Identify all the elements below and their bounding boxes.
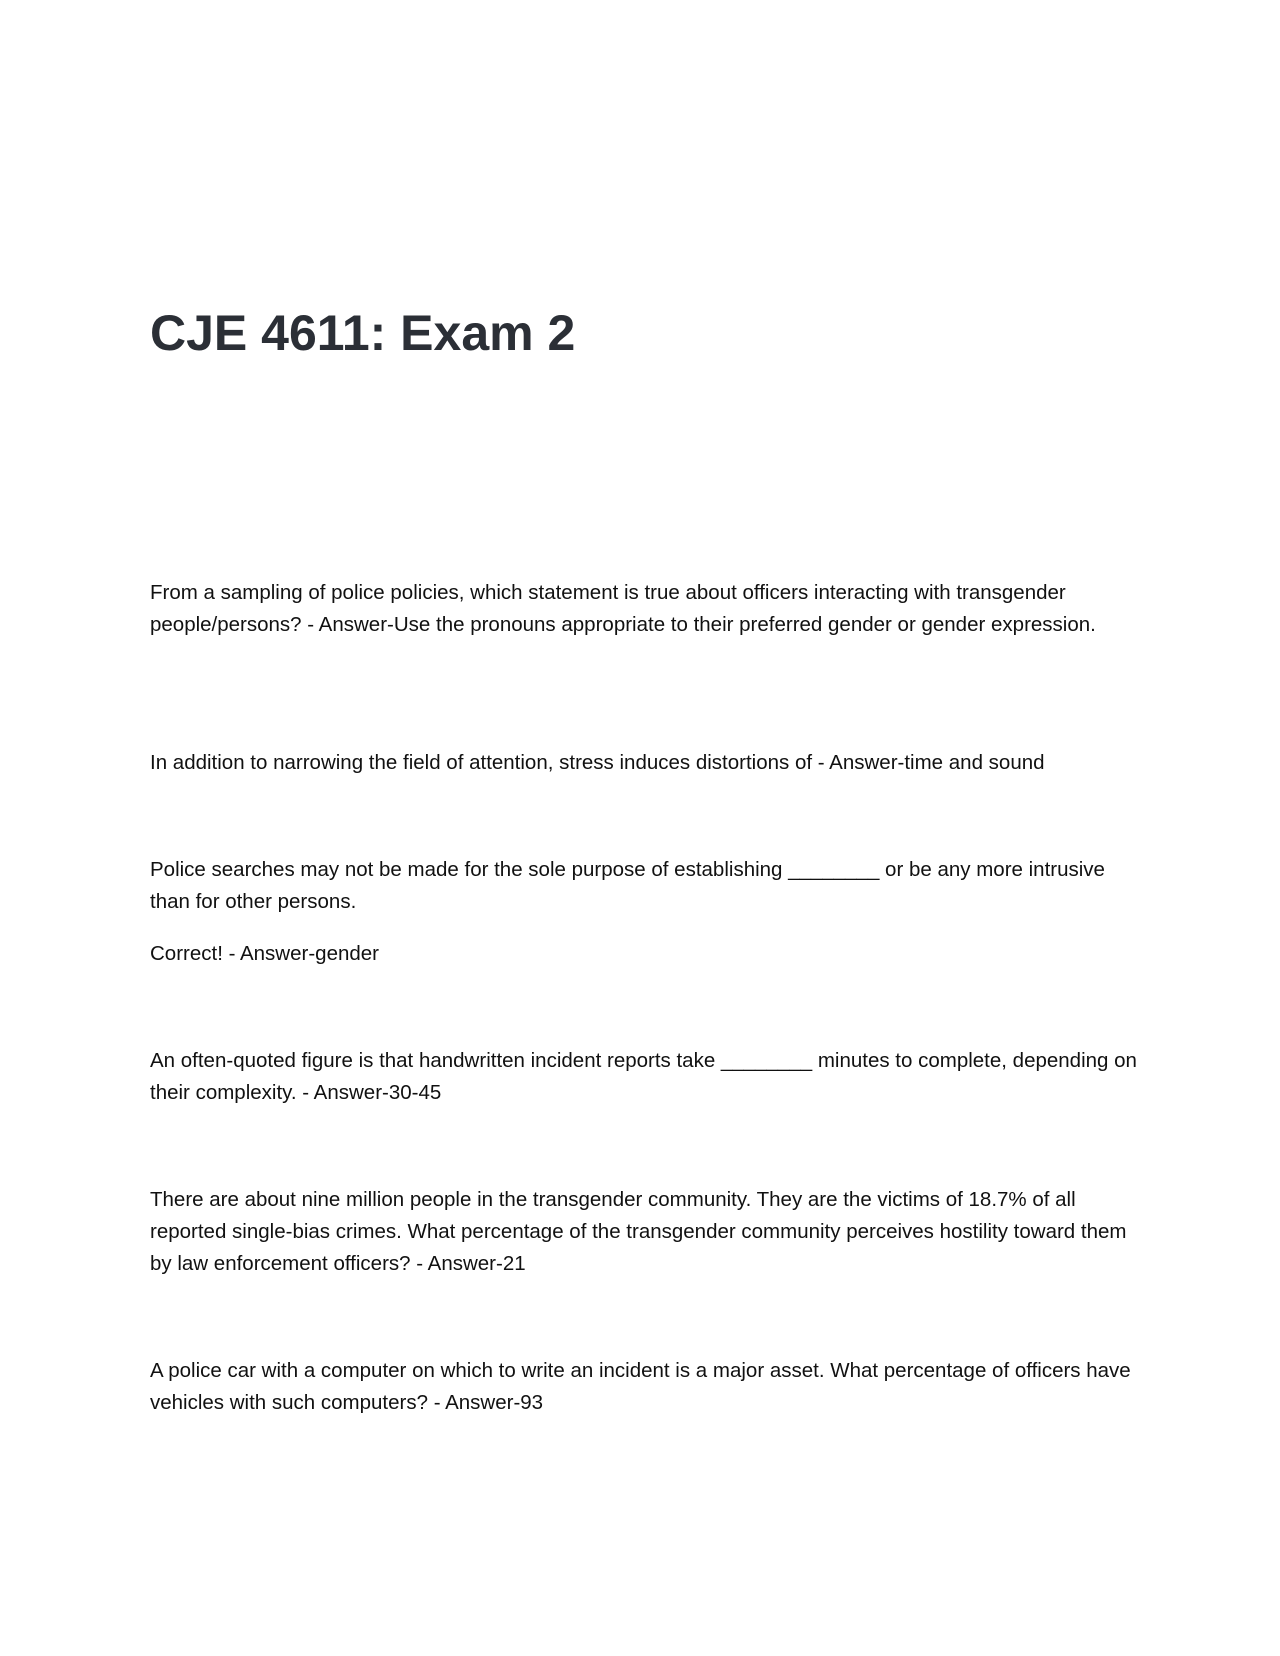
qa-entry-police-searches: Police searches may not be made for the sole purpose of establishing ________ or be any more intrusive than for other persons. (150, 858, 1105, 913)
qa-entry-transgender-hostility: There are about nine million people in the transgender community. They are the victims of 18.7% of all reported single-bias crimes. What percentage of the transgender community perceives hostility toward them by law enforcement officers? - Answer-21 (150, 1188, 1127, 1275)
qa-entry-vehicle-computers: A police car with a computer on which to write an incident is a major asset. What percentage of officers have vehicles with such computers? - Answer-93 (150, 1359, 1131, 1414)
qa-entry-stress-distortions: In addition to narrowing the field of attention, stress induces distortions of - Answer-time and sound (150, 751, 1045, 774)
document-title: CJE 4611: Exam 2 (150, 305, 576, 361)
qa-entry-correct-answer: Correct! - Answer-gender (150, 942, 380, 965)
qa-entry-incident-reports: An often-quoted figure is that handwritten incident reports take ________ minutes to complete, depending on their complexity. - Answer-30-45 (150, 1049, 1137, 1104)
qa-entry-pronouns: From a sampling of police policies, which statement is true about officers interacting with transgender people/persons? - Answer-Use the pronouns appropriate to their preferred gender or gender expression. (150, 581, 1096, 636)
